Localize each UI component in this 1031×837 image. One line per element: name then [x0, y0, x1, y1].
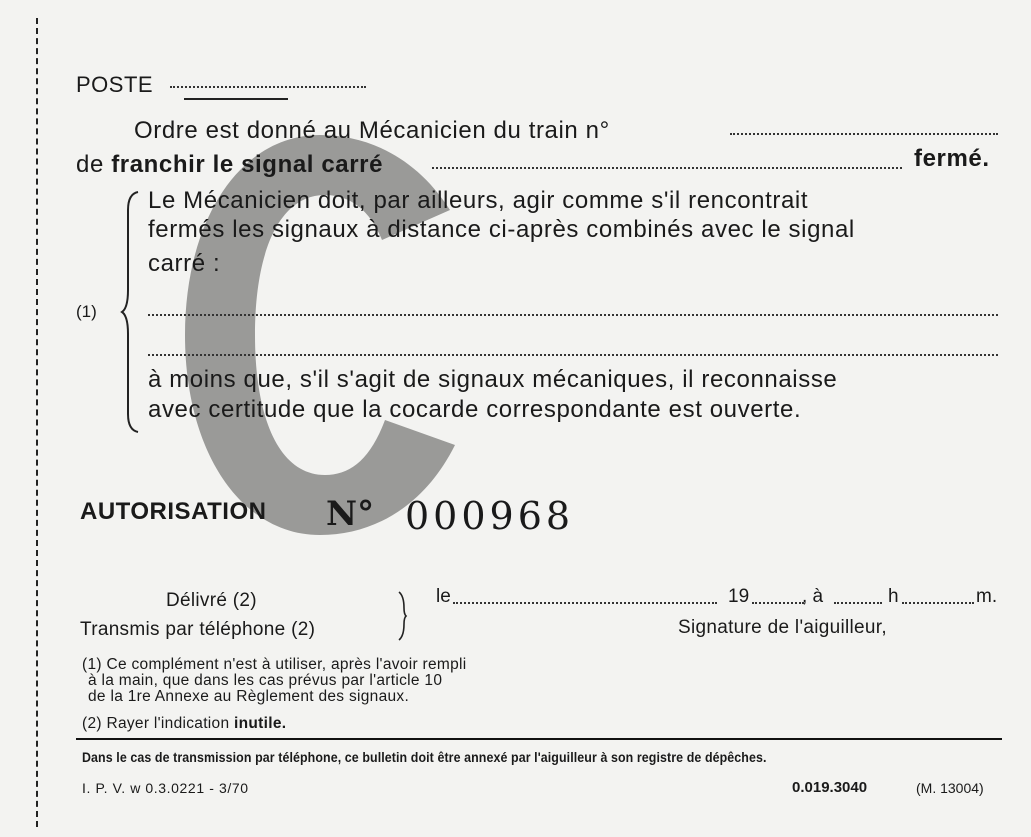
note-1	[82, 657, 467, 705]
poste-label: POSTE	[76, 72, 154, 97]
year-label: 19	[728, 586, 750, 607]
order-line-1: Ordre est donné au Mécanicien du train n°	[134, 117, 610, 144]
instruction-line-1: Le Mécanicien doit, par ailleurs, agir comme s'il rencontrait	[148, 187, 809, 214]
minute-field[interactable]	[902, 602, 974, 604]
footnote-marker-1: (1)	[76, 302, 97, 321]
instruction-line-3: carré :	[148, 250, 221, 277]
footer-divider	[76, 738, 1002, 740]
watermark-letter-c	[160, 120, 480, 550]
year-field[interactable]	[752, 602, 804, 604]
note-1-line-1: (1) Ce complément n'est à utiliser, après l'avoir rempli	[82, 656, 467, 673]
poste-field[interactable]	[170, 86, 366, 88]
order-line-2: de franchir le signal carré	[76, 151, 384, 178]
note-1-line-2: à la main, que dans les cas prévus par l'article 10	[88, 672, 443, 689]
note-1-line-3: de la 1re Annexe au Règlement des signaux.	[88, 688, 410, 705]
closing-line-1: à moins que, s'il s'agit de signaux mécaniques, il reconnaisse	[148, 366, 838, 393]
closing-line-2: avec certitude que la cocarde correspondante est ouverte.	[148, 396, 802, 423]
date-field[interactable]	[453, 602, 717, 604]
footer-notice: Dans le cas de transmission par téléphone, ce bulletin doit être annexé par l'aiguilleur à son registre de dépêches.	[82, 750, 767, 765]
distant-signal-field-2[interactable]	[148, 354, 998, 356]
signal-field[interactable]	[432, 167, 902, 169]
authorization-number: 000968	[405, 494, 575, 538]
train-number-field[interactable]	[730, 133, 998, 135]
form-code: 0.019.3040	[792, 779, 868, 796]
hour-field[interactable]	[834, 602, 882, 604]
date-le-label: le	[436, 586, 451, 607]
transmitted-label: Transmis par téléphone (2)	[80, 619, 316, 640]
minutes-label: m.	[976, 586, 998, 607]
print-reference: I. P. V. w 0.3.0221 - 3/70	[82, 780, 249, 796]
distant-signal-field-1[interactable]	[148, 314, 998, 316]
model-reference: (M. 13004)	[916, 780, 984, 796]
number-prefix: N°	[326, 494, 375, 534]
at-label: , à	[802, 586, 824, 607]
poste-underline	[184, 98, 288, 100]
note-2: (2) Rayer l'indication inutile.	[82, 715, 287, 732]
instruction-line-2: fermés les signaux à distance ci-après combinés avec le signal	[148, 216, 855, 243]
signal-type-text: franchir le signal carré	[111, 151, 384, 178]
delivery-brace	[396, 590, 408, 642]
signature-label: Signature de l'aiguilleur,	[678, 617, 887, 638]
authorization-label: AUTORISATION	[80, 498, 267, 525]
ferme-label: fermé.	[914, 145, 990, 172]
delivered-label: Délivré (2)	[166, 590, 257, 611]
perforation-line	[36, 18, 38, 827]
hours-label: h	[888, 586, 899, 607]
section-brace	[120, 190, 144, 434]
